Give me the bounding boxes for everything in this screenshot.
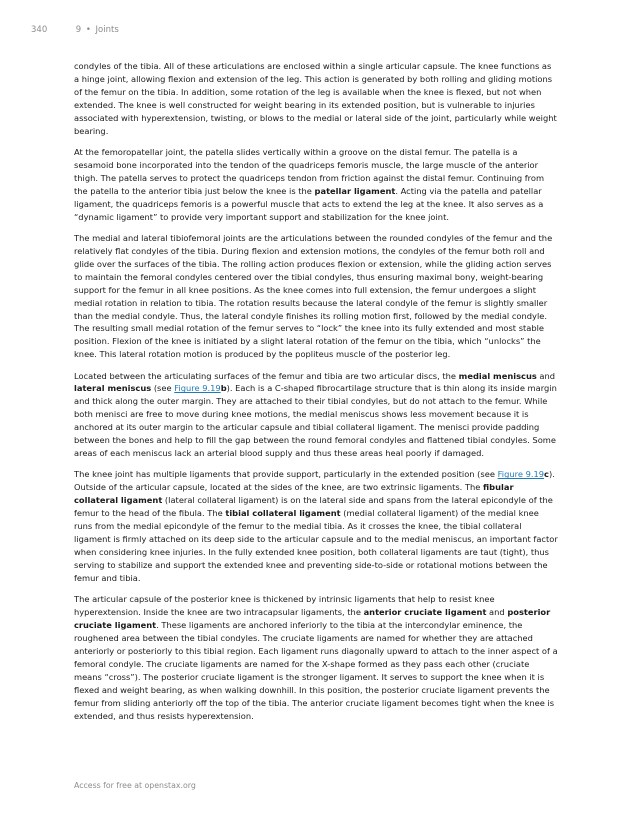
key-term: posterior cruciate ligament	[74, 607, 551, 631]
paragraph-text: ). Each is a C-shaped fibrocartilage structure that is thin along its inside margin and thick along the outer margin. They are attached to their tibial condyles, but do not attach to the femur. While both menisci are free to move during knee motions, the medial meniscus shows less movement because it is anchored at its outer margin to the articular capsule and tibial collateral ligament. The menisci provide padding between the bones and help to fill the gap between the round femoral condyles and flattened tibial condyles. Some areas of each meniscus lack an arterial blood supply and thus these areas heal poorly if damaged.	[74, 383, 557, 459]
body-paragraph	[74, 146, 558, 224]
body-paragraph	[74, 593, 558, 723]
page-footer: Access for free at openstax.org	[74, 781, 196, 790]
paragraph-text: Located between the articulating surfaces of the femur and tibia are two articular discs, the	[74, 370, 459, 381]
main-content	[74, 60, 558, 731]
paragraph-text: and	[486, 607, 508, 618]
chapter-title: Joints	[95, 25, 119, 35]
paragraph-text: The articular capsule of the posterior knee is thickened by intrinsic ligaments that help to resist knee hyperextension. Inside the knee are two intracapsular ligaments, the	[74, 594, 495, 618]
key-term: tibial collateral ligament	[225, 508, 341, 519]
key-term: c	[544, 469, 549, 480]
paragraph-text: condyles of the tibia. All of these articulations are enclosed within a single articular capsule. The knee functions as a hinge joint, allowing flexion and extension of the leg. This action is generated by both rolling and gliding motions of the femur on the tibia. In addition, some rotation of the leg is available when the knee is flexed, but not when extended. The knee is well constructed for weight bearing in its extended position, but is vulnerable to injuries associated with hyperextension, twisting, or blows to the medial or lateral side of the joint, particularly while weight bearing.	[74, 61, 557, 136]
page-number: 340	[31, 25, 48, 35]
chapter-number: 9	[75, 25, 82, 35]
body-paragraph	[74, 60, 558, 138]
body-paragraph	[74, 468, 558, 585]
paragraph-text: . Acting via the patella and patellar ligament, the quadriceps femoris is a powerful muscle that acts to extend the leg at the knee. It also serves as a “dynamic ligament” to provide very important support and stabilization for the knee joint.	[74, 185, 544, 222]
key-term: medial meniscus	[458, 370, 537, 381]
paragraph-text: At the femoropatellar joint, the patella slides vertically within a groove on the distal femur. The patella is a sesamoid bone incorporated into the tendon of the quadriceps femoris muscle, the large muscle of the anterior thigh. The patella serves to protect the quadriceps tendon from friction against the distal femur. Continuing from the patella to the anterior tibia just below the knee is the	[74, 146, 545, 196]
header-separator: •	[85, 25, 91, 35]
key-term: patellar ligament	[314, 185, 396, 196]
paragraph-text: (medial collateral ligament) of the medial knee runs from the medial epicondyle of the femur to the medial tibia. As it crosses the knee, the tibial collateral ligament is firmly attached on its deep side to the articular capsule and to the medial meniscus, an important factor when considering knee injuries. In the fully extended knee position, both collateral ligaments are taut (tight), thus serving to stabilize and support the extended knee and preventing side-to-side or rotational motions between the femur and tibia.	[74, 508, 558, 584]
figure-link[interactable]: Figure 9.19	[174, 383, 221, 394]
paragraph-text: ). Outside of the articular capsule, located at the sides of the knee, are two extrinsic ligaments. The	[74, 469, 555, 493]
figure-link[interactable]: Figure 9.19	[497, 469, 545, 480]
body-paragraph	[74, 370, 558, 461]
key-term: anterior cruciate ligament	[363, 607, 487, 618]
paragraph-text: and	[536, 370, 556, 381]
key-term: lateral meniscus	[74, 383, 152, 394]
key-term: b	[220, 383, 227, 394]
key-term: fibular collateral ligament	[74, 482, 514, 506]
body-paragraph	[74, 232, 558, 362]
paragraph-text: (see	[151, 383, 175, 394]
paragraph-text: (lateral collateral ligament) is on the lateral side and spans from the lateral epicondyle of the femur to the head of the fibula. The	[74, 495, 553, 519]
paragraph-text: . These ligaments are anchored inferiorly to the tibia at the intercondylar eminence, the roughened area between the tibial condyles. The cruciate ligaments are named for whether they are attached anteriorly or posteriorly to this tibial region. Each ligament runs diagonally upward to attach to the inner aspect of a femoral condyle. The cruciate ligaments are named for the X-shape formed as they pass each other (cruciate means “cross”). The posterior cruciate ligament is the stronger ligament. It serves to support the knee when it is flexed and weight bearing, as when walking downhill. In this position, the posterior cruciate ligament prevents the femur from sliding anteriorly off the top of the tibia. The anterior cruciate ligament becomes tight when the knee is extended, and thus resists hyperextension.	[74, 620, 558, 721]
page-header	[31, 25, 119, 35]
paragraph-text: The medial and lateral tibiofemoral joints are the articulations between the rounded condyles of the femur and the relatively flat condyles of the tibia. During flexion and extension motions, the condyles of the femur both roll and glide over the surfaces of the tibia. The rolling action produces flexion or extension, while the gliding action serves to maintain the femoral condyles centered over the tibial condyles, thus ensuring maximal bony, weight-bearing support for the femur in all knee positions. As the knee comes into full extension, the femur undergoes a slight medial rotation in relation to tibia. The rotation results because the lateral condyle of the femur is slightly smaller than the medial condyle. Thus, the lateral condyle finishes its rolling motion first, followed by the medial condyle. The resulting small medial rotation of the femur serves to “lock” the knee into its fully extended and most stable position. Flexion of the knee is initiated by a slight lateral rotation of the femur on the tibia, which “unlocks” the knee. This lateral rotation motion is produced by the popliteus muscle of the posterior leg.	[74, 232, 553, 360]
paragraph-text: The knee joint has multiple ligaments that provide support, particularly in the extended position (see	[74, 469, 498, 480]
